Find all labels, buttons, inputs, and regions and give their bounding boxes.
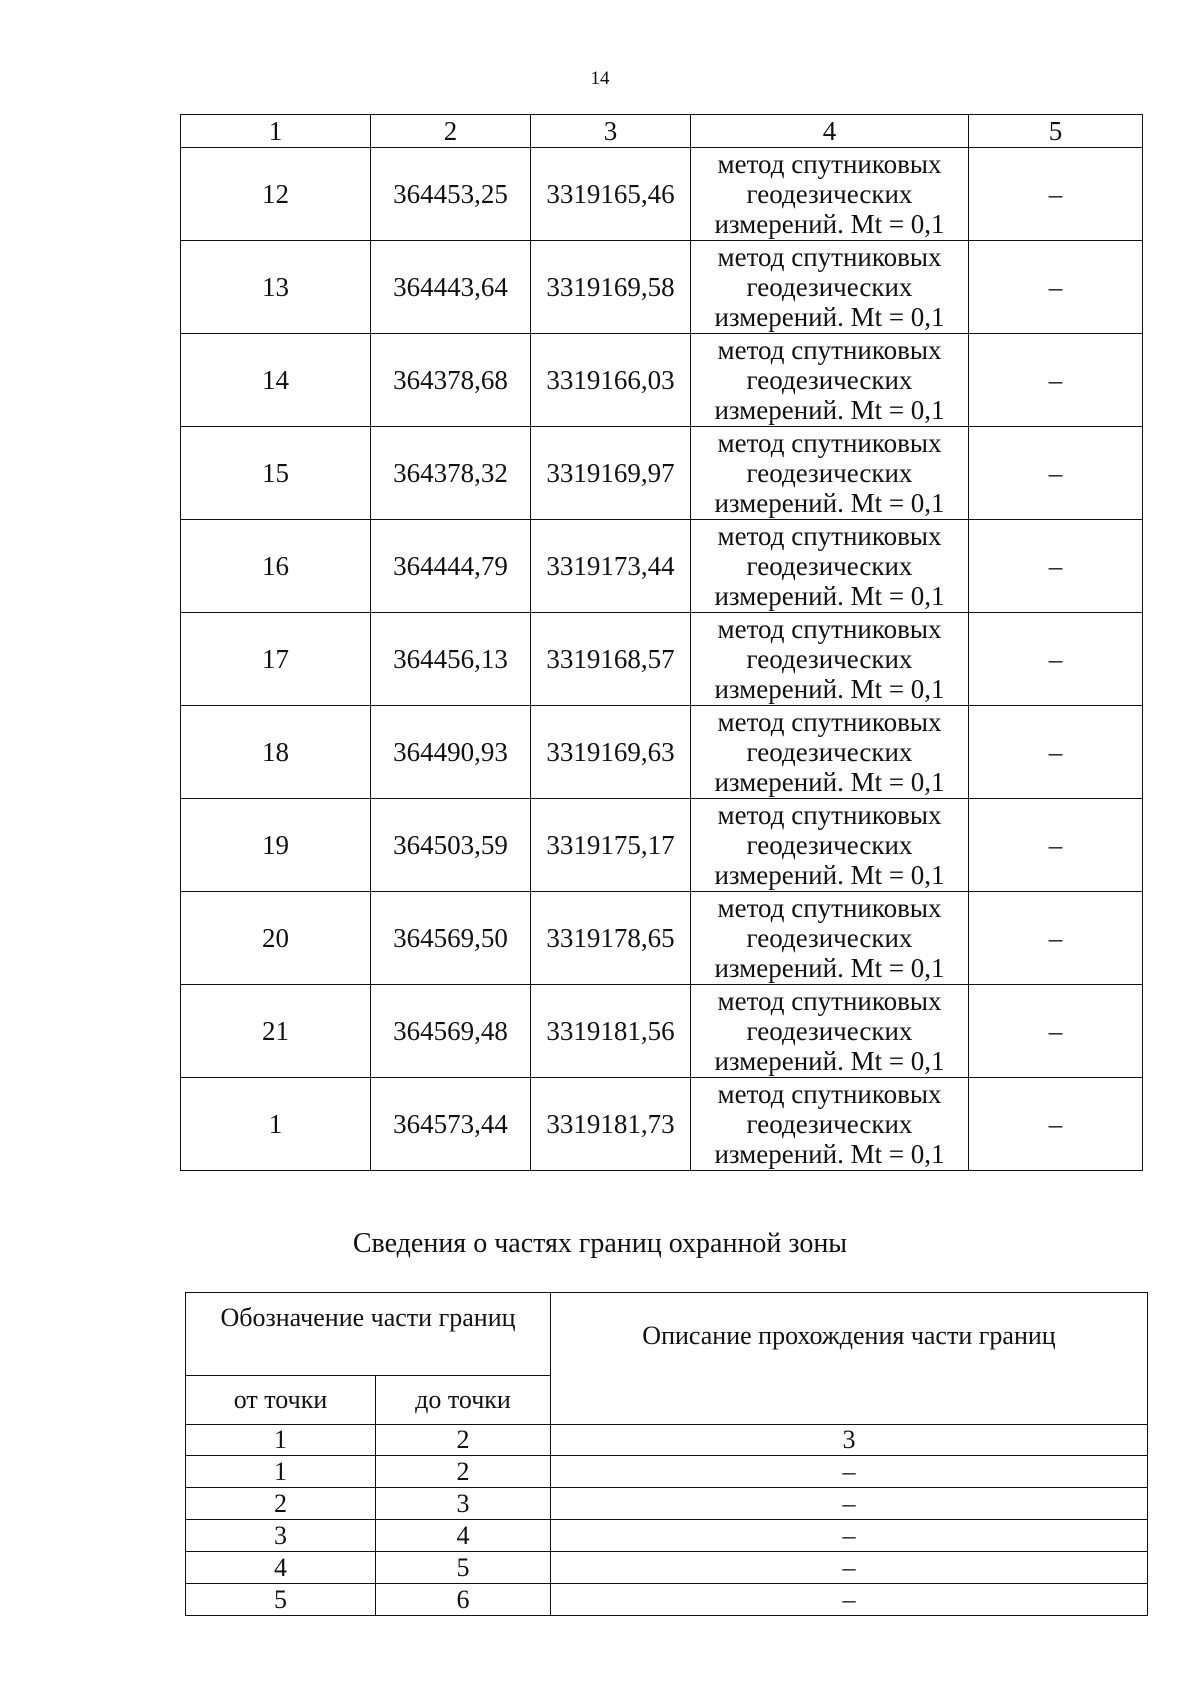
page-number: 14: [590, 68, 610, 89]
method-line: геодезических: [746, 737, 913, 767]
table-row: [181, 706, 1143, 799]
method-description: [691, 799, 969, 892]
coordinate-y: 3319166,03: [531, 334, 691, 427]
column-number-4: 4: [691, 115, 969, 148]
table-row: [181, 985, 1143, 1078]
to-point-header: до точки: [376, 1376, 551, 1425]
note-cell: –: [969, 334, 1143, 427]
point-number: 12: [181, 148, 371, 241]
coordinate-y: 3319169,97: [531, 427, 691, 520]
to-point: 5: [376, 1552, 551, 1584]
coordinate-x: 364490,93: [371, 706, 531, 799]
point-number: 15: [181, 427, 371, 520]
method-description: [691, 520, 969, 613]
table-row: [181, 613, 1143, 706]
method-line: метод спутниковых: [717, 986, 942, 1016]
table-row: [181, 892, 1143, 985]
table-row: [181, 334, 1143, 427]
method-line: метод спутниковых: [717, 428, 942, 458]
coordinate-x: 364453,25: [371, 148, 531, 241]
point-number: 14: [181, 334, 371, 427]
method-line: измерений. Mt = 0,1: [714, 209, 945, 239]
method-line: измерений. Mt = 0,1: [714, 488, 945, 518]
method-line: геодезических: [746, 1109, 913, 1139]
part-description: –: [551, 1520, 1148, 1552]
method-line: измерений. Mt = 0,1: [714, 395, 945, 425]
method-line: геодезических: [746, 1016, 913, 1046]
column-number-1: 1: [186, 1425, 376, 1456]
to-point: 4: [376, 1520, 551, 1552]
column-numbers-row: [186, 1425, 1148, 1456]
method-line: измерений. Mt = 0,1: [714, 953, 945, 983]
method-description: [691, 613, 969, 706]
coordinate-y: 3319173,44: [531, 520, 691, 613]
note-cell: –: [969, 985, 1143, 1078]
method-line: измерений. Mt = 0,1: [714, 860, 945, 890]
coordinates-table: [180, 114, 1143, 1171]
point-number: 17: [181, 613, 371, 706]
point-number: 13: [181, 241, 371, 334]
table-header-row: [181, 115, 1143, 148]
method-line: геодезических: [746, 644, 913, 674]
method-line: геодезических: [746, 830, 913, 860]
table-row: [181, 1078, 1143, 1171]
method-line: измерений. Mt = 0,1: [714, 674, 945, 704]
coordinate-y: 3319169,63: [531, 706, 691, 799]
to-point: 3: [376, 1488, 551, 1520]
point-number: 20: [181, 892, 371, 985]
boundary-part-designation-header: Обозначение части границ: [186, 1293, 551, 1376]
method-line: метод спутниковых: [717, 707, 942, 737]
from-point: 5: [186, 1584, 376, 1616]
table-row: [186, 1488, 1148, 1520]
method-line: измерений. Mt = 0,1: [714, 1046, 945, 1076]
part-description: –: [551, 1456, 1148, 1488]
to-point: 6: [376, 1584, 551, 1616]
method-line: метод спутниковых: [717, 800, 942, 830]
column-number-2: 2: [376, 1425, 551, 1456]
method-line: геодезических: [746, 551, 913, 581]
table-row: [181, 148, 1143, 241]
from-point: 1: [186, 1456, 376, 1488]
method-line: геодезических: [746, 923, 913, 953]
note-cell: –: [969, 706, 1143, 799]
column-number-3: 3: [551, 1425, 1148, 1456]
note-cell: –: [969, 520, 1143, 613]
section-title: Сведения о частях границ охранной зоны: [352, 1228, 848, 1259]
from-point: 2: [186, 1488, 376, 1520]
point-number: 18: [181, 706, 371, 799]
method-line: измерений. Mt = 0,1: [714, 581, 945, 611]
table-row: [181, 799, 1143, 892]
method-line: метод спутниковых: [717, 335, 942, 365]
boundary-part-description-header: Описание прохождения части границ: [551, 1293, 1148, 1425]
table-row: [181, 427, 1143, 520]
coordinate-x: 364443,64: [371, 241, 531, 334]
note-cell: –: [969, 613, 1143, 706]
coordinate-y: 3319181,56: [531, 985, 691, 1078]
table-row: [181, 241, 1143, 334]
to-point: 2: [376, 1456, 551, 1488]
method-description: [691, 706, 969, 799]
method-line: геодезических: [746, 458, 913, 488]
coordinate-y: 3319181,73: [531, 1078, 691, 1171]
method-description: [691, 985, 969, 1078]
method-line: геодезических: [746, 272, 913, 302]
column-number-1: 1: [181, 115, 371, 148]
note-cell: –: [969, 427, 1143, 520]
coordinate-x: 364456,13: [371, 613, 531, 706]
column-number-2: 2: [371, 115, 531, 148]
method-description: [691, 148, 969, 241]
point-number: 1: [181, 1078, 371, 1171]
coordinate-x: 364378,68: [371, 334, 531, 427]
method-description: [691, 427, 969, 520]
coordinate-x: 364569,50: [371, 892, 531, 985]
method-line: измерений. Mt = 0,1: [714, 1139, 945, 1169]
method-description: [691, 892, 969, 985]
table-row: [186, 1552, 1148, 1584]
method-line: метод спутниковых: [717, 242, 942, 272]
note-cell: –: [969, 1078, 1143, 1171]
part-description: –: [551, 1552, 1148, 1584]
table-row: [181, 520, 1143, 613]
coordinate-y: 3319168,57: [531, 613, 691, 706]
method-description: [691, 334, 969, 427]
method-line: метод спутниковых: [717, 893, 942, 923]
coordinate-x: 364503,59: [371, 799, 531, 892]
method-line: измерений. Mt = 0,1: [714, 302, 945, 332]
part-description: –: [551, 1584, 1148, 1616]
coordinate-y: 3319165,46: [531, 148, 691, 241]
point-number: 21: [181, 985, 371, 1078]
coordinate-y: 3319178,65: [531, 892, 691, 985]
method-line: метод спутниковых: [717, 614, 942, 644]
method-line: геодезических: [746, 365, 913, 395]
point-number: 16: [181, 520, 371, 613]
column-number-3: 3: [531, 115, 691, 148]
coordinate-y: 3319169,58: [531, 241, 691, 334]
coordinate-x: 364569,48: [371, 985, 531, 1078]
method-description: [691, 1078, 969, 1171]
coordinate-x: 364378,32: [371, 427, 531, 520]
method-description: [691, 241, 969, 334]
table-row: [186, 1520, 1148, 1552]
method-line: геодезических: [746, 179, 913, 209]
from-point-header: от точки: [186, 1376, 376, 1425]
method-line: метод спутниковых: [717, 1079, 942, 1109]
table-row: [186, 1584, 1148, 1616]
table-row: [186, 1456, 1148, 1488]
part-description: –: [551, 1488, 1148, 1520]
coordinate-x: 364573,44: [371, 1078, 531, 1171]
note-cell: –: [969, 799, 1143, 892]
method-line: измерений. Mt = 0,1: [714, 767, 945, 797]
note-cell: –: [969, 892, 1143, 985]
point-number: 19: [181, 799, 371, 892]
note-cell: –: [969, 241, 1143, 334]
method-line: метод спутниковых: [717, 149, 942, 179]
header-row-group: [186, 1293, 1148, 1376]
column-number-5: 5: [969, 115, 1143, 148]
note-cell: –: [969, 148, 1143, 241]
from-point: 3: [186, 1520, 376, 1552]
boundary-parts-table: [185, 1292, 1148, 1616]
coordinate-x: 364444,79: [371, 520, 531, 613]
from-point: 4: [186, 1552, 376, 1584]
method-line: метод спутниковых: [717, 521, 942, 551]
coordinate-y: 3319175,17: [531, 799, 691, 892]
